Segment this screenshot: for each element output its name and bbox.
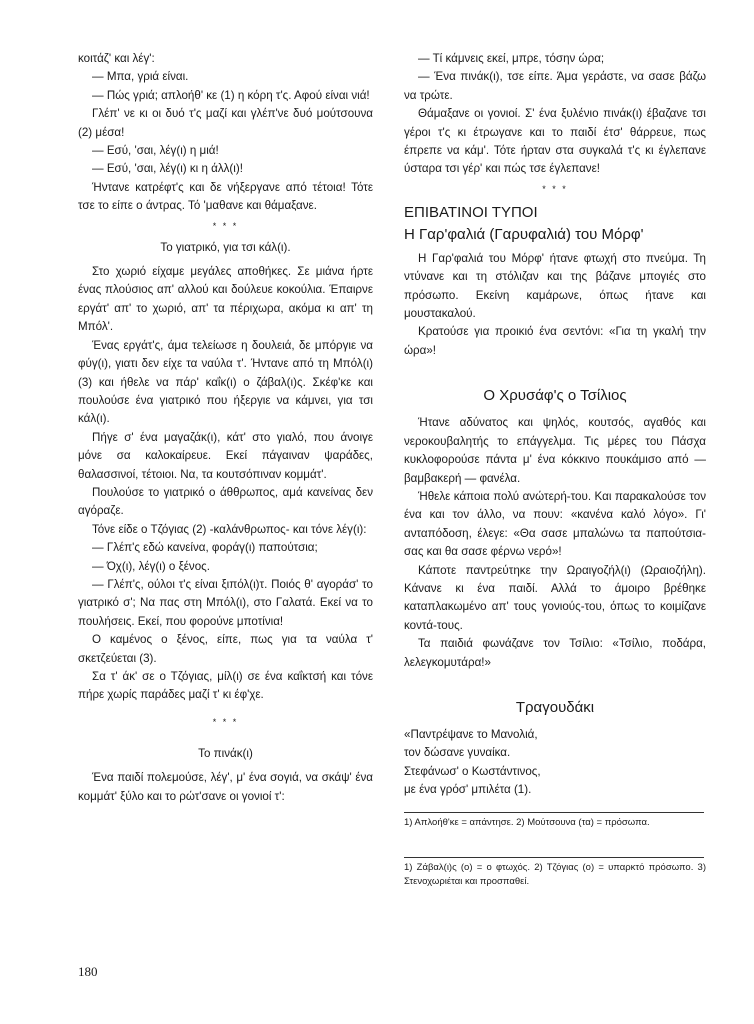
paragraph: Σα τ' άκ' σε ο Τζόγιας, μίλ(ι) σε ένα καΐκτσή και τόνε πήρε χωρίς παράδες μαζί τ' κι έφ'χε. (78, 670, 373, 702)
section-separator: * * * (212, 716, 239, 727)
section-separator: * * * (542, 183, 568, 194)
paragraph: Πουλούσε το γιατρικό ο άθθρωπος, αμά κανείνας δεν αγόραζε. (78, 485, 373, 518)
paragraph: Κάποτε παντρεύτηκε την Ωραιγοζήλ(ι) (Ωραιοζήλη). Κάνανε κι ένα παιδί. Αλλά το άμοιρο βρέθηκε καταπλακωμένο απ' τους γονιούς-του, όπως το κοιμίζανε κοντά-τους. (404, 563, 706, 632)
footnotes-block (404, 812, 706, 830)
right-column (404, 50, 706, 888)
song-verse (404, 726, 706, 800)
dialogue-line: — Εσύ, 'σαι, λέγ(ι) κι η άλλ(ι)! (92, 162, 243, 176)
verse-line: με ένα γρόσ' μπιλέτα (1). (404, 783, 532, 797)
paragraph: Τόνε είδε ο Τζόγιας (2) -καλάνθρωπος- και τόνε λέγ(ι): (92, 522, 367, 536)
story-title-plate: Το πινάκ(ι) (198, 746, 253, 760)
story-title-tsilios: Ο Χρυσάφ'ς ο Τσίλιος (483, 387, 627, 405)
section-subtitle: Η Γαρ'φαλιά (Γαρυφαλιά) του Μόρφ' (404, 225, 644, 243)
dialogue-line: — Πώς γριά; απλοήθ' κε (1) η κόρη τ'ς. Αφού είναι νιά! (92, 88, 370, 102)
left-column (78, 50, 373, 806)
paragraph: Ήντανε κατρέφτ'ς και δε νήξεργανε από τέτοια! Τότε τσε το είπε ο άντρας. Τό 'μαθανε και θάμαξανε. (78, 180, 373, 213)
paragraph: Ο καμένος ο ξένος, είπε, πως για τα ναύλα τ' σκετζεύεται (3). (78, 633, 373, 665)
dialogue-line: — Όχ(ι), λέγ(ι) ο ξένος. (92, 559, 210, 573)
dialogue-line: — Ένα πινάκ(ι), τσε είπε. Άμα γεράστε, να σασε βάζω να τρώτε. (404, 70, 706, 102)
paragraph: Ένας εργάτ'ς, άμα τελείωσε η δουλειά, δε μπόργιε να φύγ(ι), γιατι δεν είχε τα ναύλα τ'. Ήντανε από τη Μπόλ(ι) (3) και ήθελε να πάρ' καΐκ(ι) ο ζάβαλ(ι)ς. Σκέφ'κε και πουλούσε ένα γιατρικό που ήξεργιε να κάμνει, για τσι κάλ(ι). (78, 338, 373, 426)
dialogue-line: — Γλέπ'ς, ούλοι τ'ς είναι ξιπόλ(ι)τ. Ποιός θ' αγοράσ' το γιατρικό σ'; Να πας στη Μπόλ(ι), στο Γαλατά. Εκεί να το πουλήσεις. Εκεί, που φορούνε μποτίνια! (78, 577, 373, 628)
footnotes-block (404, 857, 706, 888)
paragraph: Ένα παιδί πολεμούσε, λέγ', μ' ένα σογιά, να σκάψ' ένα κομμάτ' ξύλο και το ρώτ'σανε οι γονιοί τ': (78, 771, 373, 803)
paragraph: Θάμαξανε οι γονιοί. Σ' ένα ξυλένιο πινάκ(ι) έβαζανε τσι γέροι τ'ς κι έτρωγανε και το παιδί έτσ' θάρρευε, πως έπρεπε να κάμ'. Τότε ήρταν στα συγκαλά τ'ς κι έγλεπανε ύσταρα τσι γέρ' και πώς τσε έγλεπανε! (404, 107, 706, 176)
dialogue-line: — Γλέπ'ς εδώ κανείνα, φοράγ(ι) παπούτσια; (92, 541, 318, 555)
footnote: 1) Απλοήθ'κε = απάντησε. 2) Μούτσουνα (τα) = πρόσωπα. (404, 816, 650, 828)
paragraph: Πήγε σ' ένα μαγαζάκ(ι), κάτ' στο γιαλό, που άνοιγε μόνε σα καλοκαίρευε. Εκεί πάγαιναν ψαράδες, θαλασσινοί, τέτοιοι. Να, τα κουτσόπιναν κομμάτ'. (78, 430, 373, 481)
footnote: 1) Ζάβαλ(ι)ς (ο) = ο φτωχός. 2) Τζόγιας (ο) = υπαρκτό πρόσωπο. 3) Στενοχωριέται και προσπαθεί. (404, 862, 706, 887)
paragraph: Τα παιδιά φωνάζανε τον Τσίλιο: «Τσίλιο, ποδάρα, λελεγκομυτάρα!» (404, 637, 706, 669)
dialogue-line: — Τί κάμνεις εκεί, μπρε, τόσην ώρα; (418, 52, 605, 65)
footnote-rule (404, 857, 704, 858)
section-title: ΕΠΙΒΑΤΙΝΟΙ ΤΥΠΟΙ (404, 203, 538, 221)
paragraph: Ήθελε κάποια πολύ ανώτερή-του. Και παρακαλούσε τον ένα και τον άλλο, να πουν: «κανένα καλό λόγο». Γι' ανταπόδοση, έλεγε: «Θα σασε μπαλώνω τα παπούτσια-σας και θα σασε φέρνω νερό»! (404, 489, 706, 559)
paragraph: Στο χωριό είχαμε μεγάλες αποθήκες. Σε μιάνα ήρτε ένας πλούσιος απ' αλλού και δούλευε κοκούλια. Έπαιρνε εργάτ' απ' το χωριό, απ' τα πέριχωρα, ακόμα κι απ' τη Μπόλ'. (78, 265, 373, 334)
page-number: 180 (78, 964, 98, 979)
verse-line: Στεφάνωσ' ο Κωστάντινος, (404, 764, 541, 778)
dialogue-line: — Μπα, γριά είναι. (92, 70, 189, 84)
section-separator: * * * (212, 220, 239, 231)
dialogue-line: — Εσύ, 'σαι, λέγ(ι) η μιά! (92, 144, 219, 158)
paragraph: Γλέπ' νε κι οι δυό τ'ς μαζί και γλέπ'νε δυό μούτσουνα (2) μέσα! (78, 107, 373, 139)
song-title: Τραγουδάκι (515, 698, 595, 716)
paragraph: Κρατούσε για προικιό ένα σεντόνι: «Για τη γκαλή την ώρα»! (404, 325, 706, 357)
paragraph: κοιτάζ' και λέγ': (78, 52, 155, 65)
story-title-medicine: Το γιατρικό, για τσι κάλ(ι). (160, 240, 291, 254)
paragraph: Η Γαρ'φαλιά του Μόρφ' ήτανε φτωχή στο πνεύμα. Τη ντύνανε και τη στόλιζαν και της βάζανε μπογιές στο πρόσωπο. Εκείνη καμάρωνε, όπως ήτανε και μουστακαλού. (404, 251, 706, 321)
verse-line: τον δώσανε γυναίκα. (404, 746, 511, 760)
footnote-rule (404, 812, 704, 813)
verse-line: «Παντρέψανε το Μανολιά, (404, 727, 538, 741)
paragraph: Ήτανε αδύνατος και ψηλός, κουτσός, αγαθός και νεροκουβαλητής το επάγγελμα. Τις μέρες του Πάσχα κυκλοφορούσε πάντα μ' ένα κόκκινο πουκάμισο από — βαμβακερή — φανέλα. (404, 416, 706, 485)
